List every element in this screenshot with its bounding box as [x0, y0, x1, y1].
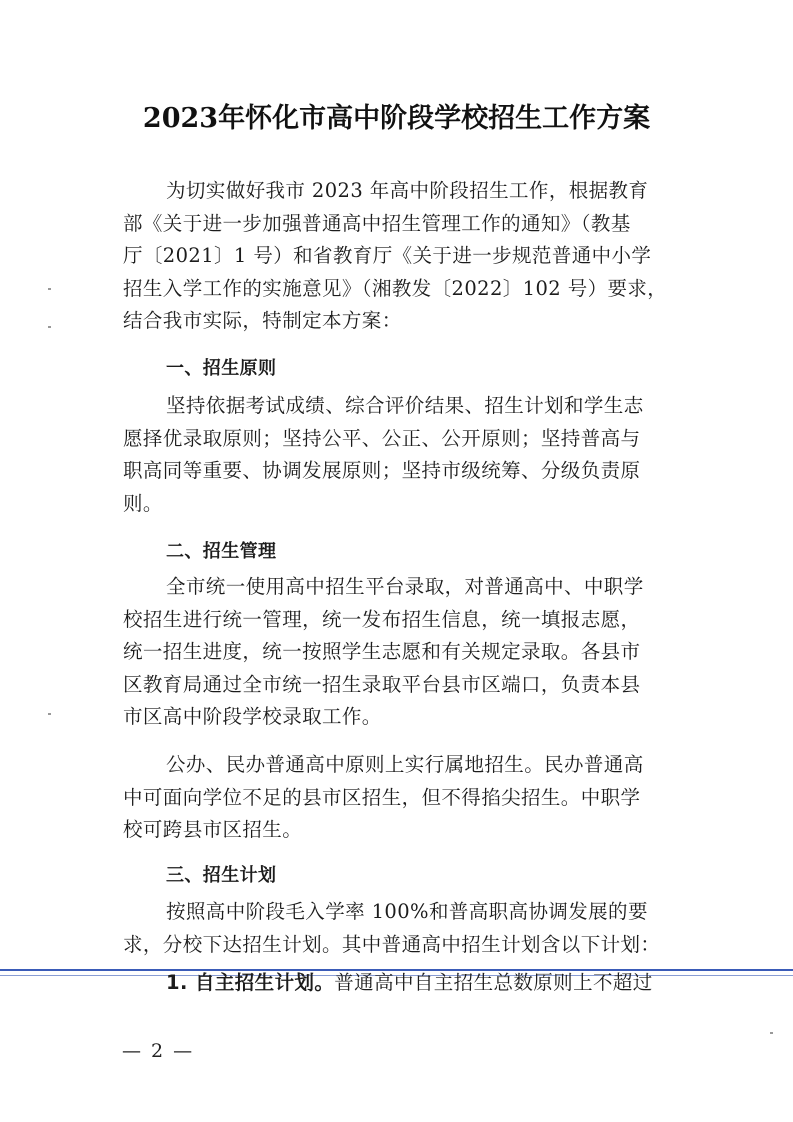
text-line — [166, 968, 668, 998]
text-line: 招生入学工作的实施意见》（湘教发〔2022〕102 号）要求， — [123, 277, 668, 300]
section-heading: 二、招生管理 — [166, 541, 277, 562]
text-line: 为切实做好我市 2023 年高中阶段招生工作，根据教育 — [166, 179, 649, 202]
page-title: 2023年怀化市高中阶段学校招生工作方案 — [142, 103, 651, 134]
scan-speck — [770, 1032, 773, 1034]
text-line: 职高同等重要、协调发展原则；坚持市级统筹、分级负责原 — [123, 459, 641, 482]
text-line: 中可面向学位不足的县市区招生，但不得掐尖招生。中职学 — [123, 786, 641, 809]
text-line: 按照高中阶段毛入学率 100%和普高职高协调发展的要 — [166, 900, 648, 923]
text-line: 市区高中阶段学校录取工作。 — [123, 705, 382, 728]
text-line: 公办、民办普通高中原则上实行属地招生。民办普通高 — [166, 753, 644, 776]
text-line: 厅〔2021〕1 号）和省教育厅《关于进一步规范普通中小学 — [123, 244, 652, 267]
page-number: — 2 — — [122, 1040, 195, 1062]
text-line: 统一招生进度，统一按照学生志愿和有关规定录取。各县市 — [123, 640, 641, 663]
scan-speck — [48, 713, 51, 715]
item-text: 普通高中自主招生总数原则上不超过 — [334, 971, 653, 994]
scan-speck — [48, 326, 51, 328]
text-line: 全市统一使用高中招生平台录取，对普通高中、中职学 — [166, 575, 644, 598]
text-line: 部《关于进一步加强普通高中招生管理工作的通知》（教基 — [123, 212, 631, 235]
text-line: 校可跨县市区招生。 — [123, 818, 303, 841]
text-line: 求，分校下达招生计划。其中普通高中招生计划含以下计划： — [123, 933, 661, 956]
item-label: 1. 自主招生计划。 — [166, 971, 335, 994]
text-line: 校招生进行统一管理，统一发布招生信息，统一填报志愿， — [123, 608, 641, 631]
scan-speck — [48, 288, 51, 290]
text-line: 则。 — [123, 492, 163, 515]
text-line: 区教育局通过全市统一招生录取平台县市区端口，负责本县 — [123, 673, 641, 696]
text-line: 结合我市实际，特制定本方案： — [123, 309, 402, 332]
text-line: 愿择优录取原则；坚持公平、公正、公开原则；坚持普高与 — [123, 427, 641, 450]
section-heading: 一、招生原则 — [166, 358, 277, 379]
section-heading: 三、招生计划 — [166, 865, 277, 886]
text-line: 坚持依据考试成绩、综合评价结果、招生计划和学生志 — [166, 394, 644, 417]
